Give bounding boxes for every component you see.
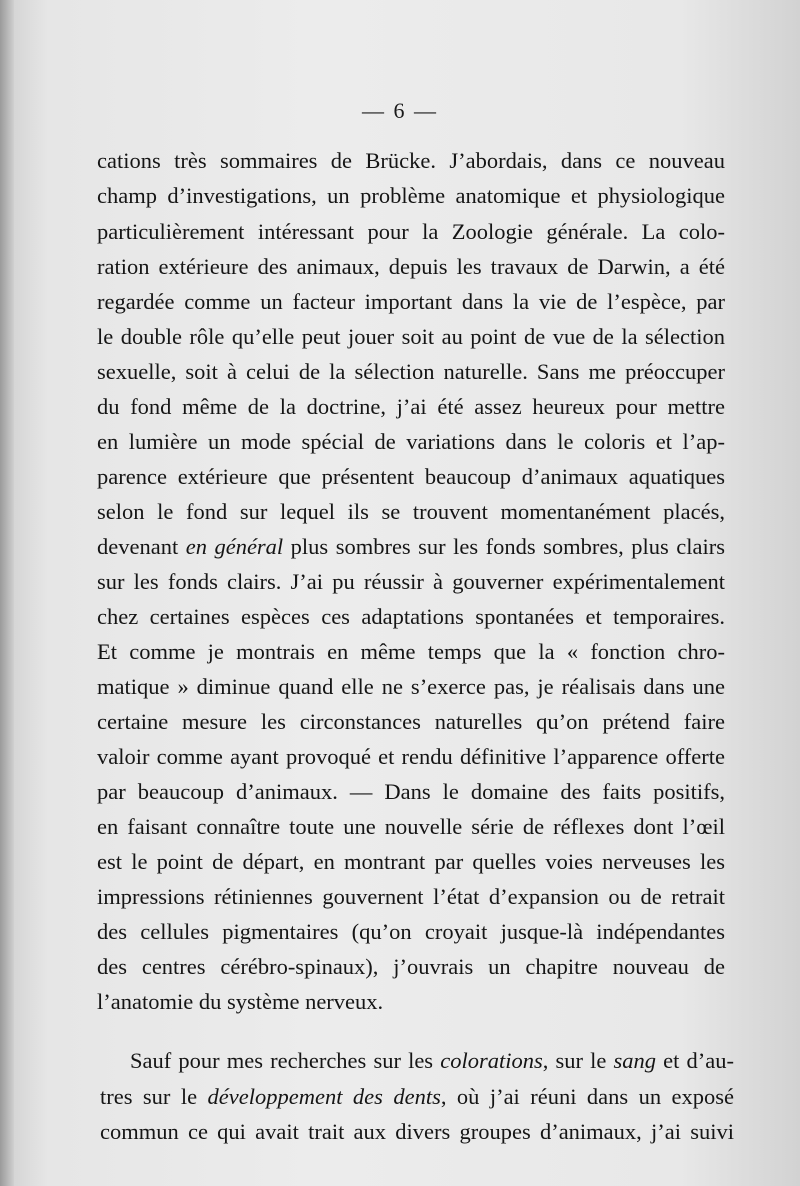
- page-number: — 6 —: [362, 98, 438, 123]
- text-line: sexuelle, soit à celui de la sélection naturelle. Sans me préoccuper: [97, 359, 725, 384]
- text-line-with-italic: [97, 536, 725, 559]
- italic-term: développement des dents: [207, 1084, 441, 1109]
- text-line-with-italic: [100, 1086, 734, 1109]
- line-text: tres sur le: [100, 1084, 208, 1109]
- text-line-with-italic: [130, 1050, 734, 1073]
- text-line: l’anatomie du système nerveux.: [97, 989, 384, 1014]
- line-text: et d’au-: [656, 1048, 734, 1073]
- text-line: du fond même de la doctrine, j’ai été assez heureux pour mettre: [97, 394, 725, 419]
- text-line: regardée comme un facteur important dans la vie de l’espèce, par: [97, 289, 725, 314]
- text-line: selon le fond sur lequel ils se trouvent momentanément placés,: [97, 499, 725, 524]
- text-line: le double rôle qu’elle peut jouer soit au point de vue de la sélection: [97, 324, 725, 349]
- text-line: certaine mesure les circonstances naturelles qu’on prétend faire: [97, 709, 725, 734]
- text-line: est le point de départ, en montrant par quelles voies nerveuses les: [97, 849, 725, 874]
- text-line: ration extérieure des animaux, depuis les travaux de Darwin, a été: [97, 254, 725, 279]
- line-text: , sur le: [542, 1048, 614, 1073]
- line-text: plus sombres sur les fonds sombres, plus clairs: [283, 534, 726, 559]
- text-line: matique » diminue quand elle ne s’exerce pas, je réalisais dans une: [97, 674, 725, 699]
- text-line: particulièrement intéressant pour la Zoologie générale. La colo-: [97, 219, 725, 244]
- text-line: champ d’investigations, un problème anatomique et physiologique: [97, 183, 725, 208]
- text-line: par beaucoup d’animaux. — Dans le domaine des faits positifs,: [97, 779, 725, 804]
- line-text: devenant: [97, 534, 186, 559]
- italic-term: en général: [185, 534, 284, 559]
- page-binding-edge: [0, 0, 14, 1186]
- text-line: impressions rétiniennes gouvernent l’état d’expansion ou de retrait: [97, 884, 725, 909]
- text-line: des cellules pigmentaires (qu’on croyait jusque-là indépendantes: [97, 919, 725, 944]
- line-text: , où j’ai réuni dans un exposé: [440, 1084, 734, 1109]
- text-line: valoir comme ayant provoqué et rendu définitive l’apparence offerte: [97, 744, 725, 769]
- text-line: parence extérieure que présentent beaucoup d’animaux aquatiques: [97, 464, 725, 489]
- text-line: sur les fonds clairs. J’ai pu réussir à gouverner expérimentalement: [97, 569, 725, 594]
- italic-term: colorations: [440, 1048, 543, 1073]
- italic-term: sang: [613, 1048, 656, 1073]
- text-line: des centres cérébro-spinaux), j’ouvrais un chapitre nouveau de: [97, 954, 725, 979]
- text-line: cations très sommaires de Brücke. J’abordais, dans ce nouveau: [97, 148, 725, 173]
- text-line: en faisant connaître toute une nouvelle série de réflexes dont l’œil: [97, 814, 725, 839]
- line-text: Sauf pour mes recherches sur les: [130, 1048, 441, 1073]
- text-line: chez certaines espèces ces adaptations spontanées et temporaires.: [97, 604, 725, 629]
- text-line: Et comme je montrais en même temps que la « fonction chro-: [97, 639, 725, 664]
- text-line: commun ce qui avait trait aux divers groupes d’animaux, j’ai suivi: [100, 1119, 734, 1144]
- text-line: en lumière un mode spécial de variations dans le coloris et l’ap-: [97, 429, 725, 454]
